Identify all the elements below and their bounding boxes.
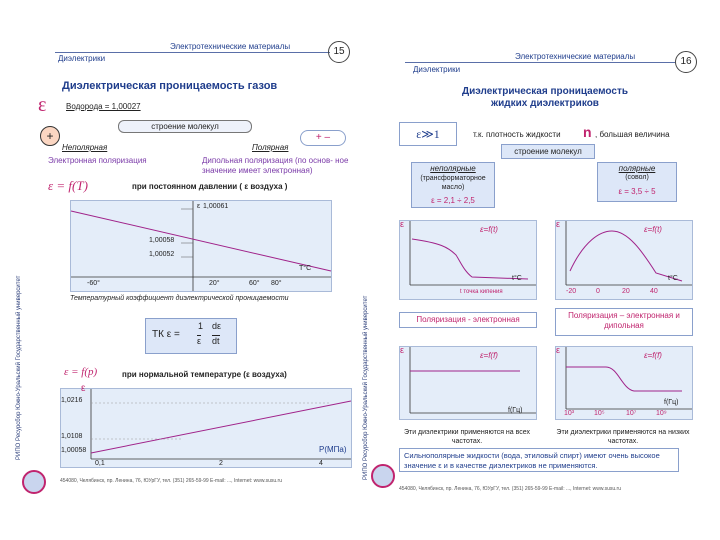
hydrogen-value: Водорода = 1,00027 — [66, 102, 141, 111]
polar-molecule-icon: + – — [300, 130, 346, 146]
chartD-x-unit: f(Гц) — [664, 399, 679, 406]
side-text: РИПО Ресурсбор Южно-Уральский Государственный университет — [363, 295, 369, 480]
tk-num: 1 — [198, 321, 204, 331]
page-title-line2: жидких диэлектриков — [491, 98, 599, 109]
page-title: Диэлектрическая проницаемость газов — [62, 80, 278, 92]
chartB-xtick: 20 — [622, 288, 630, 295]
chartA-f: ε=f(t) — [480, 225, 498, 234]
nonpolar-example: (трансформаторное масло) — [420, 175, 486, 191]
header-rule — [405, 62, 675, 63]
tk-den: ε — [197, 336, 202, 346]
chartA-svg — [400, 221, 536, 299]
chartC-x-unit: f(Гц) — [508, 407, 523, 414]
chart2-ytick: 1,0108 — [61, 433, 83, 440]
polar-eps: ε = 3,5 ÷ 5 — [618, 187, 656, 196]
chartB-xtick: -20 — [566, 288, 577, 295]
nonpolar-molecule-icon: + — [40, 126, 60, 146]
epsilon-symbol: ε — [38, 94, 47, 116]
chart-eps-vs-pressure — [60, 383, 352, 468]
chartD-series-line — [566, 367, 682, 391]
footer: 454080, Челябинск, пр. Ленина, 76, ЮУрГУ, тел. (351) 265-59-99 E-mail: ..., Internet: www.susu.ru — [399, 486, 622, 492]
chartB-xtick: 0 — [596, 288, 600, 295]
because-text: т.к. плотность жидкости — [473, 130, 561, 139]
header-small: Диэлектрики — [58, 54, 106, 63]
eps-f-T: ε = f(T) — [48, 178, 88, 193]
chart1-xtick: 80° — [271, 280, 282, 287]
used-any-frequency: Эти диэлектрики применяются на всех частотах. — [403, 429, 531, 445]
molecule-structure-box: строение молекул — [501, 144, 595, 159]
eps-f-p: ε = f(p) — [64, 366, 98, 378]
chart2-series-line — [91, 401, 351, 453]
eps-gg-1-box: ε≫1 — [399, 122, 457, 146]
tk-formula-box — [145, 318, 237, 354]
chart1-ytick: 1,00058 — [149, 237, 175, 244]
page-number: 15 — [328, 41, 350, 63]
chartB-x-unit: t°C — [668, 275, 678, 282]
polar-box — [597, 162, 677, 202]
nonpolar-label: неполярные — [430, 164, 476, 173]
chart1-svg — [71, 201, 331, 291]
footer: 454080, Челябинск, пр. Ленина, 76, ЮУрГУ, тел. (351) 265-59-99 E-mail: ..., Internet: www.susu.ru — [60, 478, 283, 484]
nonpolar-eps: ε = 2,1 ÷ 2,5 — [431, 196, 475, 205]
pol-electronic-dipole-box: Поляризация – электронная и дипольная — [555, 308, 693, 336]
header-small: Диэлектрики — [413, 65, 461, 74]
chart-nonpolar-eps-vs-f — [399, 346, 537, 420]
n-symbol: n — [583, 124, 592, 140]
chart1-eps-label: ε — [197, 203, 201, 210]
header-subject: Электротехнические материалы — [515, 52, 636, 61]
chartD-f: ε=f(f) — [644, 351, 662, 360]
chart-polar-eps-vs-f — [555, 346, 693, 420]
side-text: РИПО Ресурсбор Южно-Уральский Государственный университет — [16, 275, 22, 460]
temp-coef-caption: Температурный коэффициент диэлектрической проницаемости — [70, 295, 289, 302]
chartB-f: ε=f(t) — [644, 225, 662, 234]
chart2-ytick: 1,00058 — [61, 447, 87, 454]
page-title-line1: Диэлектрическая проницаемость — [461, 86, 628, 97]
chart2-xtick: 2 — [219, 460, 223, 467]
chart1-series-line — [71, 211, 331, 271]
chartC-eps: ε — [400, 345, 405, 355]
chart1-ytick: 1,00052 — [149, 251, 175, 258]
polar-label: Полярная — [252, 143, 289, 152]
chart-nonpolar-eps-vs-t — [399, 220, 537, 300]
header-rule — [55, 52, 330, 53]
chart2-x-unit: P(МПа) — [319, 445, 347, 454]
chartB-xtick: 40 — [650, 288, 658, 295]
bigger-text: , большая величина — [595, 130, 670, 139]
chart2-svg — [61, 389, 351, 467]
nonpolar-label: Неполярная — [62, 143, 108, 152]
chartB-eps: ε — [556, 219, 561, 229]
chartA-note: t точка кипения — [460, 289, 503, 295]
right-page — [363, 40, 705, 505]
tk-dnum: dε — [212, 321, 222, 331]
header-subject: Электротехнические материалы — [170, 42, 291, 51]
used-low-frequency: Эти диэлектрики применяются на низких частотах. — [556, 429, 690, 445]
university-logo — [22, 470, 46, 494]
chartD-xtick: 10⁹ — [656, 410, 667, 417]
chart-polar-eps-vs-t — [555, 220, 693, 300]
electronic-polarization: Электронная поляризация — [48, 156, 147, 165]
chart2-xtick: 0,1 — [95, 460, 105, 467]
chartD-eps: ε — [556, 345, 561, 355]
const-pressure-label: при постоянном давлении ( ε воздуха ) — [132, 182, 288, 191]
left-page — [16, 30, 360, 500]
chartA-x-unit: t°C — [512, 275, 522, 282]
chartD-xtick: 10⁵ — [594, 410, 605, 417]
chartD-svg — [556, 347, 692, 419]
bottom-note-box: Сильнополярные жидкости (вода, этиловый спирт) имеют очень высокое значение ε и в качестве диэлектриков не применяются. — [399, 448, 679, 472]
normal-temp-label: при нормальной температуре (ε воздуха) — [122, 370, 287, 379]
pol-electronic-box: Поляризация - электронная — [399, 312, 537, 328]
chart2-ytick: 1,0216 — [61, 397, 83, 404]
chart1-xtick: -60° — [87, 280, 100, 287]
chartD-xtick: 10⁷ — [626, 410, 637, 417]
chart2-xtick: 4 — [319, 460, 323, 467]
chart1-xtick: 20° — [209, 280, 220, 287]
chartC-f: ε=f(f) — [480, 351, 498, 360]
chart-eps-vs-temperature — [70, 200, 332, 292]
chartA-eps: ε — [400, 219, 405, 229]
nonpolar-box — [411, 162, 495, 208]
university-logo — [371, 464, 395, 488]
chart2-eps-label: ε — [81, 383, 86, 394]
polar-example: (совол) — [625, 174, 649, 181]
chartB-series-line — [570, 231, 682, 281]
chartA-series-line — [412, 239, 528, 279]
tk-dden: dt — [212, 336, 220, 346]
chartD-xtick: 10³ — [564, 410, 575, 417]
dipole-polarization: Дипольная поляризация (по основ- ное значение имеет электронная) — [202, 156, 349, 175]
chart1-ytick: 1,00061 — [203, 203, 229, 210]
page-number: 16 — [675, 51, 697, 73]
chart1-x-unit: T°C — [299, 265, 312, 272]
polar-label: полярные — [618, 164, 656, 173]
tk-formula-label: ТК ε = — [152, 329, 180, 340]
molecule-structure-label: строение молекул — [118, 120, 252, 133]
chart1-xtick: 60° — [249, 280, 260, 287]
